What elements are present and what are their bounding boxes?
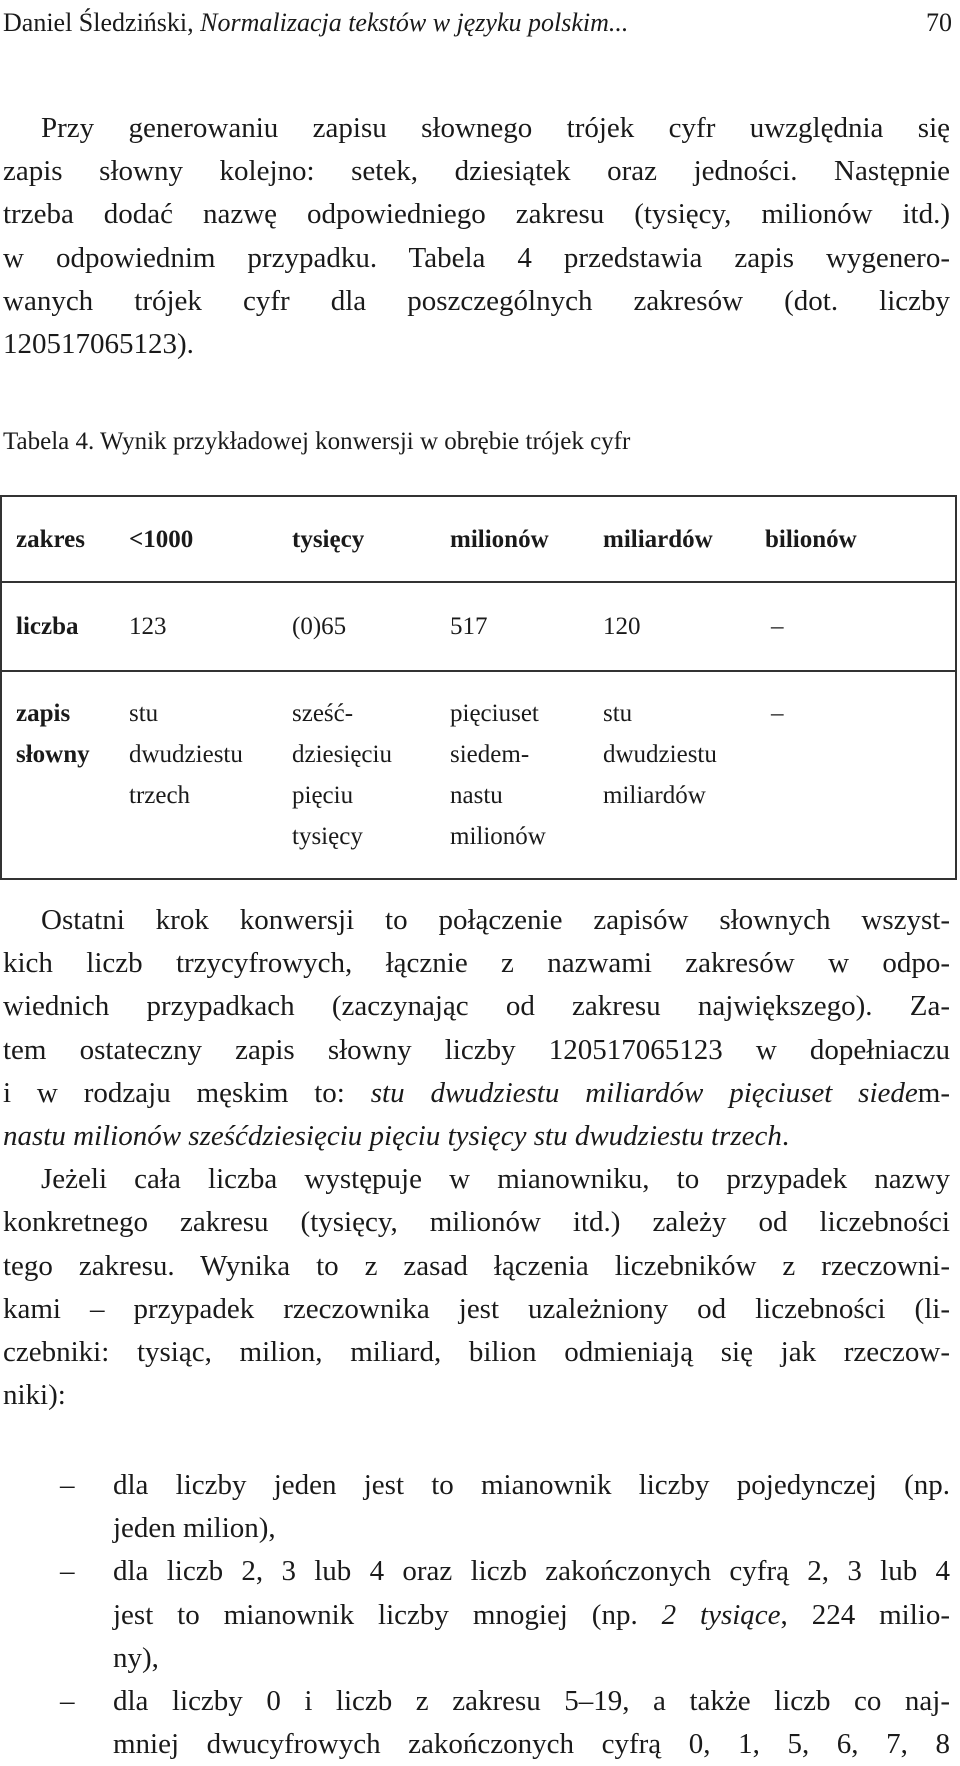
table-cell: stu dwudziestu trzech xyxy=(129,671,292,879)
table-cell: 517 xyxy=(450,582,603,671)
paragraph-line: tem ostateczny zapis słowny liczby 120517065123 w dopełniaczu xyxy=(3,1033,950,1066)
table-cell: miliardów xyxy=(603,496,765,582)
running-head-title: Normalizacja tekstów w języku polskim... xyxy=(200,8,629,37)
table-cell: tysięcy xyxy=(292,496,450,582)
table-cell: pięciuset siedem- nastu milionów xyxy=(450,671,603,879)
dash-bullet: – xyxy=(60,1685,75,1718)
dash-bullet: – xyxy=(60,1469,75,1501)
list-item: – dla liczby jeden jest to mianownik liczby pojedynczej (np. jeden milion), xyxy=(3,1464,950,1550)
table-cell: milionów xyxy=(450,496,603,582)
paragraph-line: zapis słowny kolejno: setek, dziesiątek oraz jedności. Następnie xyxy=(3,155,950,188)
intro-paragraph xyxy=(3,107,950,366)
paragraph-line: wanych trójek cyfr dla poszczególnych zakresów (dot. liczby xyxy=(3,284,950,317)
table-cell: 123 xyxy=(129,582,292,671)
table-cell: (0)65 xyxy=(292,582,450,671)
table-row xyxy=(1,671,956,879)
paragraph-line: 120517065123). xyxy=(3,328,194,361)
table-cell: sześć- dziesięciu pięciu tysięcy xyxy=(292,671,450,879)
table-caption: Tabela 4. Wynik przykładowej konwersji w obrębie trójek cyfr xyxy=(3,428,631,455)
paragraph-line: konkretnego zakresu (tysięcy, milionów itd.) zależy od liczebności xyxy=(3,1206,950,1239)
paragraph-line: Jeżeli cała liczba występuje w mianowniku, to przypadek nazwy xyxy=(41,1163,950,1196)
paragraph-line: Ostatni krok konwersji to połączenie zapisów słownych wszyst- xyxy=(41,904,950,936)
running-head-author: Daniel Śledziński, xyxy=(3,8,201,37)
paragraph-line: i w rodzaju męskim to: stu dwudziestu miliardów pięciuset siedem- xyxy=(3,1076,950,1109)
paragraph-line: nastu milionów sześćdziesięciu pięciu tysięcy stu dwudziestu trzech. xyxy=(3,1120,790,1153)
table-cell: liczba xyxy=(1,582,129,671)
paragraph-line: w odpowiednim przypadku. Tabela 4 przedstawia zapis wygenero- xyxy=(3,241,950,274)
paragraph-line: kami – przypadek rzeczownika jest uzależniony od liczebności (li- xyxy=(3,1292,950,1325)
table-cell: – xyxy=(765,671,956,879)
body-paragraph xyxy=(3,899,950,1417)
paragraph-line: niki): xyxy=(3,1379,66,1412)
page-number: 70 xyxy=(926,8,952,37)
paragraph-line: kich liczb trzycyfrowych, łącznie z nazwami zakresów w odpo- xyxy=(3,947,950,980)
list-item: – dla liczby 0 i liczb z zakresu 5–19, a także liczb co naj- mniej dwucyfrowych zakończonych cyfrą 0, 1, 5, 6, 7, 8 xyxy=(3,1680,950,1766)
table-row xyxy=(1,582,956,671)
table-cell: zapis słowny xyxy=(1,671,129,879)
paragraph-line: trzeba dodać nazwę odpowiedniego zakresu (tysięcy, milionów itd.) xyxy=(3,198,950,231)
paragraph-line: wiednich przypadkach (zaczynając od zakresu największego). Za- xyxy=(3,990,950,1023)
paragraph-line: czebniki: tysiąc, milion, miliard, bilion odmieniają się jak rzeczow- xyxy=(3,1336,950,1369)
table-cell: – xyxy=(765,582,956,671)
table-cell: bilionów xyxy=(765,496,956,582)
running-head xyxy=(3,3,952,43)
case-rules-list xyxy=(3,1464,950,1766)
table-cell: 120 xyxy=(603,582,765,671)
table-cell: stu dwudziestu miliardów xyxy=(603,671,765,879)
paragraph-line: Przy generowaniu zapisu słownego trójek cyfr uwzględnia się xyxy=(41,112,950,144)
table-cell: <1000 xyxy=(129,496,292,582)
table-header-row xyxy=(1,496,956,582)
paragraph-line: tego zakresu. Wynika to z zasad łączenia liczebników z rzeczowni- xyxy=(3,1249,950,1282)
conversion-table xyxy=(0,495,957,880)
dash-bullet: – xyxy=(60,1555,75,1588)
table-cell: zakres xyxy=(1,496,129,582)
list-item: – dla liczb 2, 3 lub 4 oraz liczb zakończonych cyfrą 2, 3 lub 4 jest to mianownik liczby mnogiej (np. 2 tysiące, 224 milio- ny), xyxy=(3,1550,950,1680)
